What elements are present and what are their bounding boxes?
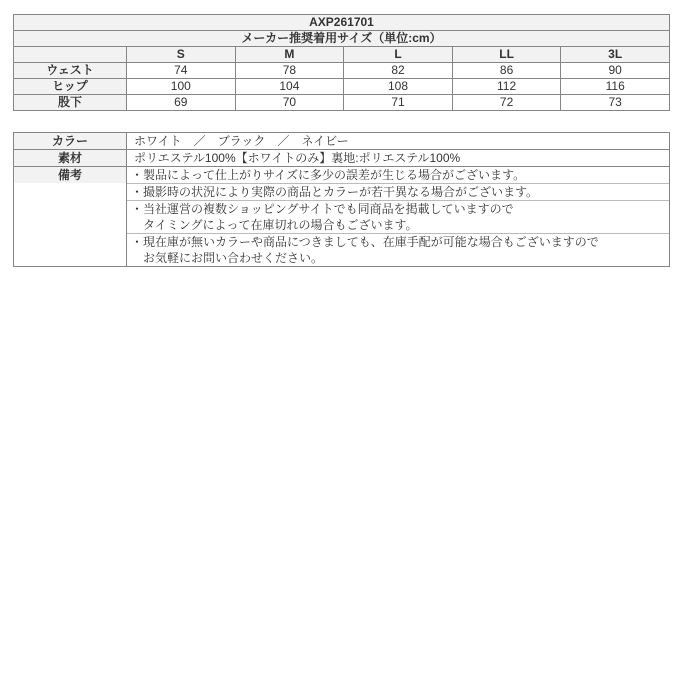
notes-cell	[126, 166, 669, 266]
size-value-cell: 72	[452, 94, 561, 110]
note-line: お気軽にお問い合わせください。	[143, 251, 324, 265]
note-line: ・撮影時の状況により実際の商品とカラーが若干異なる場合がございます。	[131, 185, 539, 199]
size-value-cell: 69	[126, 94, 235, 110]
material-label: 素材	[14, 149, 126, 166]
note-line: ・製品によって仕上がりサイズに多少の誤差が生じる場合がございます。	[131, 168, 526, 182]
note-line: ・当社運営の複数ショッピングサイトでも同商品を掲載していますので	[131, 202, 514, 216]
notes-label: 備考	[14, 166, 126, 183]
product-code: AXP261701	[14, 15, 669, 30]
size-row-label-hip: ヒップ	[14, 78, 126, 94]
size-row-label-waist: ウェスト	[14, 62, 126, 78]
size-column-header-s: S	[126, 46, 235, 62]
size-value-cell: 108	[343, 78, 452, 94]
size-value-cell: 104	[235, 78, 344, 94]
size-value-cell: 71	[343, 94, 452, 110]
note-item	[127, 200, 669, 233]
size-header-corner	[14, 46, 126, 62]
material-value: ポリエステル100%【ホワイトのみ】裏地:ポリエステル100%	[126, 149, 669, 166]
size-column-header-ll: LL	[452, 46, 561, 62]
size-value-cell: 78	[235, 62, 344, 78]
color-label: カラー	[14, 133, 126, 149]
note-item	[127, 183, 669, 200]
size-value-cell: 74	[126, 62, 235, 78]
size-value-cell: 116	[560, 78, 669, 94]
size-value-cell: 112	[452, 78, 561, 94]
size-value-cell: 100	[126, 78, 235, 94]
size-value-cell: 86	[452, 62, 561, 78]
size-table-caption: メーカー推奨着用サイズ（単位:cm）	[14, 30, 669, 46]
note-line: ・現在庫が無いカラーや商品につきましても、在庫手配が可能な場合もございますので	[131, 235, 599, 249]
size-value-cell: 73	[560, 94, 669, 110]
size-value-cell: 90	[560, 62, 669, 78]
details-table	[13, 132, 670, 267]
color-value: ホワイト ／ ブラック ／ ネイビー	[126, 133, 669, 149]
size-value-cell: 82	[343, 62, 452, 78]
size-value-cell: 70	[235, 94, 344, 110]
note-item	[127, 233, 669, 266]
size-table	[13, 14, 670, 111]
size-column-header-m: M	[235, 46, 344, 62]
size-column-header-l: L	[343, 46, 452, 62]
note-line: タイミングによって在庫切れの場合もございます。	[143, 218, 418, 232]
size-column-header-3l: 3L	[560, 46, 669, 62]
note-item	[127, 167, 669, 183]
size-row-label-inseam: 股下	[14, 94, 126, 110]
